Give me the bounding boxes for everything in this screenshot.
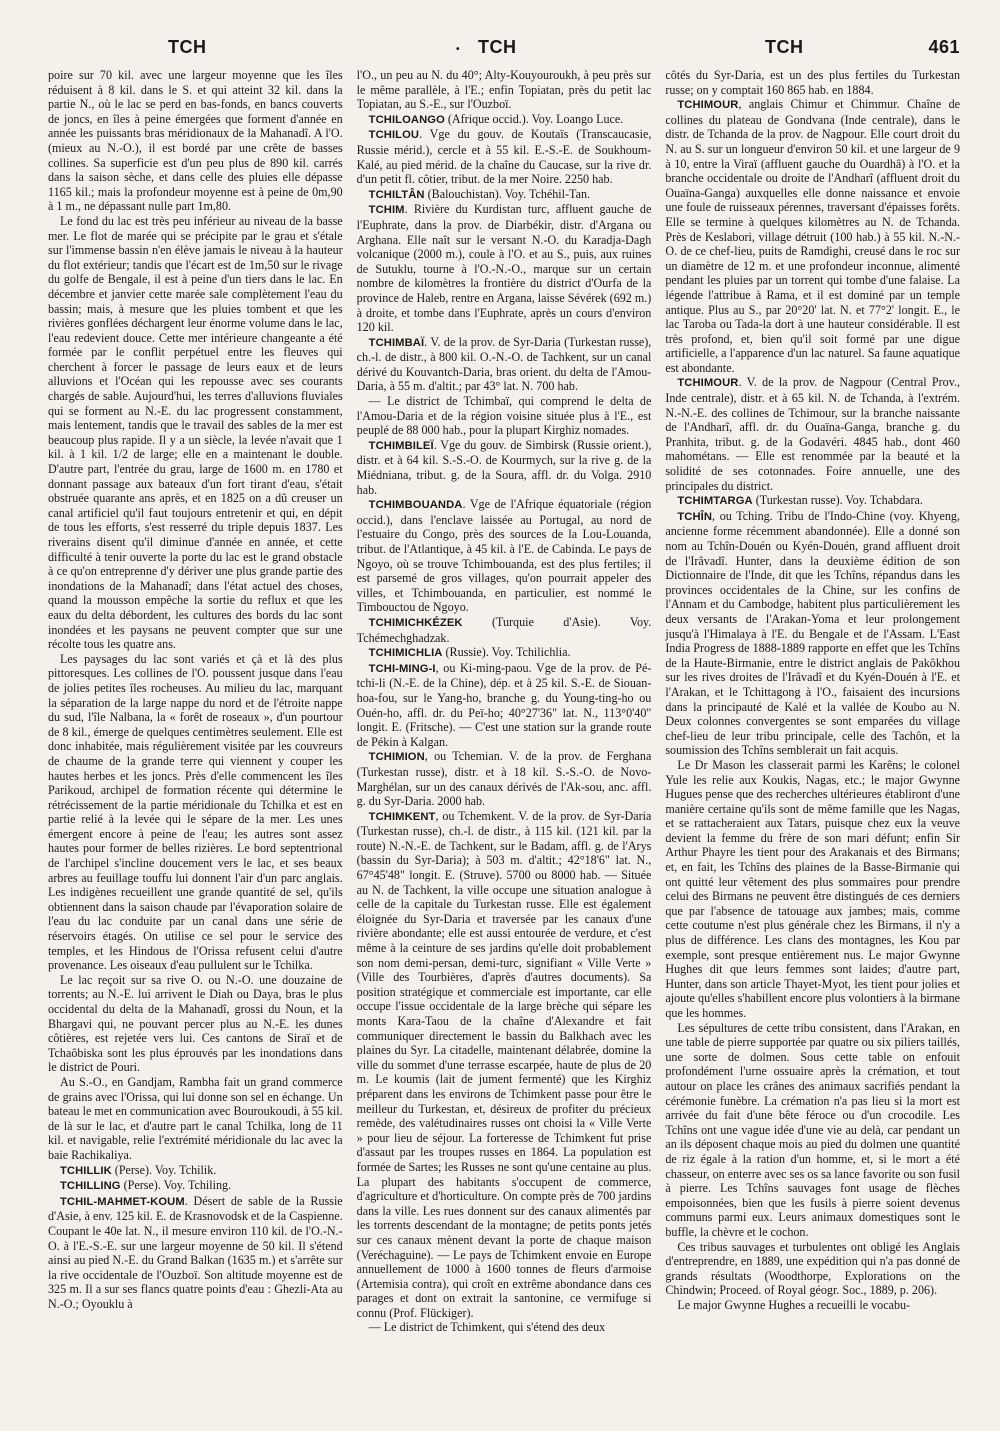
header-left: TCH	[168, 36, 207, 57]
dictionary-entry	[48, 1178, 343, 1194]
entry-headword: TCHIMION	[368, 751, 425, 764]
paragraph: — Le district de Tchimkent, qui s'étend des deux	[368, 1320, 606, 1335]
column-left	[48, 68, 343, 1407]
entry-headword: TCHIMICHLIA	[368, 647, 443, 660]
paragraph: Les paysages du lac sont variés et çà et là des plus pittoresques. Les collines de l'O. poussent jusque dans l'eau de jolies petites îles rocheuses. Au milieu du lac, marquant la séparation de la large nappe du nord et de l'étroite nappe du sud, l'île Nalbana, la « forêt de roseaux », d'un pourtour de 8 kil., émerge de quelques centimètres seulement. Elle est donc inhabitée, mais régulièrement visitée par les couvreurs de chaume de la grande terre qui viennent y couper les hautes herbes et les joncs. Près d'elle commencent les îles Parikoud, archipel de formation récente qui détermine le rétrécissement de la partie méridionale du Tchilka et est en partie relié à la levée qui le sépare de la mer. Les unes émergent encore à peine de l'eau; les autres sont assez hautes pour former de belles rizières. Le bord septentrional de l'archipel s'incline doucement vers le lac, et ses beaux arbres au feuillage touffu lui donnent l'air d'un parc anglais. Les indigènes recueillent une grande quantité de sel, qu'ils obtiennent dans la saison chaude par l'évaporation solaire de l'eau du lac conduite par un canal dans une série de réservoirs étagés. On utilise ce sel pour le service des temples, et les Hindous de l'Orissa refusent celui d'autre provenance. Les oiseaux d'eau pullulent sur le Tchilka.	[48, 651, 343, 973]
dictionary-entry	[357, 661, 652, 750]
column-right	[665, 68, 960, 1407]
entry-headword: TCHIMTARGA	[677, 495, 753, 508]
entry-text: (Turquie d'Asie). Voy. Tchémechghadzak.	[356, 614, 652, 645]
entry-text: . V. de la prov. de Syr-Daria (Turkestan russe), ch.-l. de distr., à 800 kil. O.-N.-O. de Tachkent, sur un canal dérivé du Kouvantch-Daria, bras orient. du delta de l'Amou-Daria, à 55 m. d'altit.; par 43° lat. N. 700 hab.	[356, 334, 652, 394]
entry-text: , anglais Chimur et Chimmur. Chaîne de collines du plateau de Gondvana (Inde centrale), dans le distr. de Tchanda de la prov. de Nagpour. Elle court droit du N. au S. sur un longueur d'environ 50 kil. et une largeur de 9 à 10, entre la Viraï (affluent gauche du Ouardhâ) à l'O. et la branche occidentale ou droite de l'Andharî (affluent droit du Ouaïna-Ganga) auxquelles elle donne naissance et envoie une foule de ruisseaux pérennes, traversant d'épaisses forêts. Elle se termine à quelques kilomètres au N. de Tchanda. Près de Keslabori, village détruit (100 hab.) à 55 kil. N.-N.-O. de ce chef-lieu, puits de Ramdighi, creusé dans le roc sur un diamètre de 12 m. et une profondeur inconnue, alimenté pendant les pluies par un torrent qui tombe d'une falaise. La légende l'attribue à Rama, et il est dominé par un temple antique. Plus au S., par 20°20' lat. N. et 77°2' longit. E., le lac Taroba ou Tada-la dort à une hauteur considérable. Il est très profond, et, bien qu'il soit formé par une digue artificielle, a l'apparence d'un lac naturel. Sa faune aquatique est abondante.	[665, 97, 961, 375]
paragraph: l'O., un peu au N. du 40°; Alty-Kouyouroukh, à peu près sur le même parallèle, à l'E.; enfin Topiatan, près du petit lac Topiatan, au S.-E., sur l'Ouzboï.	[356, 68, 652, 112]
entry-text: , ou Tchemian. V. de la prov. de Ferghana (Turkestan russe), distr. et à 18 kil. S.-S.-O. de Novo-Marghélan, sur un des canaux dérivés de l'Ak-sou, anc. affl. g. du Syr-Daria. 2000 hab.	[356, 749, 652, 809]
entry-text: . Rivière du Kurdistan turc, affluent gauche de l'Euphrate, dans la prov. de Diarbékir, distr. d'Argana ou Arghana. Elle naît sur le versant N.-O. du Karadja-Dagh volcanique (2000 m.), coule à l'O. et au S., puis, aux ruines de Sutuklu, tourne à l'O.-N.-O., marque sur un certain nombre de kilomètres la frontière du district d'Ourfa de la province de Haleb, rentre en Argana, laisse Sévérek (692 m.) à droite, et tombe dans l'Euphrate, après un cours d'environ 120 kil.	[356, 202, 652, 335]
paragraph: — Le district de Tchimbaï, qui comprend le delta de l'Amou-Daria et de la région voisine située plus à l'E., est peuplé de 88 000 hab., pour la plupart Kirghiz nomades.	[356, 394, 652, 438]
header-right: TCH	[765, 36, 804, 57]
entry-headword: TCHÎN	[677, 510, 713, 523]
dictionary-entry	[357, 335, 652, 394]
entry-headword: TCHIMBAÏ	[368, 336, 425, 349]
entry-text: (Perse). Voy. Tchilik.	[111, 1162, 217, 1177]
entry-text: , ou Tchemkent. V. de la prov. de Syr-Daria (Turkestan russe), ch.-l. de distr., à 115 kil. (121 kil. par la route) N.-N.-E. de Tachkent, sur le Badam, affl. g. de l'Arys (bassin du Syr-Daria); à 503 m. d'altit.; 42°18'6" lat. N., 67°45'48" longit. E. (Struve). 5700 ou 8000 hab. — Située au N. de Tachkent, la ville occupe une situation analogue à celle de la capitale du Turkestan russe. Elle est également éloignée du Syr-Daria et traversée par les canaux d'une rivière abondante; elle est aussi entourée de verdure, et c'est même à la ceinture de ses jardins qu'elle doit probablement son nom demi-persan, demi-turc, signifiant « Ville Verte » (Ville des Tourbières, d'après d'autres documents). Sa position stratégique et commerciale est importante, car elle occupe l'issue occidentale de la large brèche qui sépare les monts Kara-Taou de la chaîne d'Alexandre et fait communiquer directement le bassin du Balkhach avec les plaines du Syr. La citadelle, maintenant délabrée, domine la ville du sommet d'une terrasse escarpée, haute de plus de 20 m. Le koumis (lait de jument fermenté) que les Kirghiz préparent dans les environs de Tchimkent passe pour être le meilleur du Turkestan, et, désireux de profiter du précieux remède, des valétudinaires russes ont choisi la « Ville Verte » pour lieu de séjour. La forteresse de Tchimkent fut prise d'assaut par les troupes russes en 1864. La population est formée de Sartes; les Russes ne sont qu'une centaine au plus. La plupart des habitants s'occupent de commerce, d'agriculture et d'horticulture. On compte près de 700 jardins dans la ville. Les rues donnent sur des canaux alimentés par les torrents descendant de la montagne; de petits ponts jetés sur ces canaux mènent devant la porte de chaque maison (Veréchaguine). — Le pays de Tchimkent envoie en Europe annuellement de 1000 à 1600 tonnes de fleurs d'armoise (Artemisia contra), qui croît en extrême abondance dans ces parages et dont on extrait la santonine, ce vermifuge si connu (Prof. Flückiger).	[356, 808, 652, 1320]
entry-headword: TCHI-MING-I	[368, 662, 436, 675]
entry-text: (Balouchistan). Voy. Tchéhil-Tan.	[424, 186, 591, 201]
entry-headword: TCHILOANGO	[368, 113, 445, 126]
entry-headword: TCHIMOUR	[677, 377, 739, 390]
entry-text: , ou Tching. Tribu de l'Indo-Chine (voy. Khyeng, ancienne forme récemment abandonnée). Elle a donné son nom au Tchîn-Douén ou Kyén-Douén, grand affluent droit de l'Irâvadî. Hunter, dans la deuxième édition de son Dictionnaire de l'Inde, dit que les Tchîns, répandus dans les provinces occidentales de la Chine, sur les confins de l'Annam et du Cambodge, habitent plus particulièrement les deux versants de l'Arakan-Yoma et leur prolongement jusqu'à l'Himalaya à l'E. du Bengale et de l'Assam. L'East India Progress de 1888-1889 rapporte en effet que les Tchîns de la Haute-Birmanie, entre le district anglais de Pakôkhou sur les rives droites de l'Irâvadî et du Kyén-Douén à l'E. et l'Arakan, et le Tchittagong à l'O., faisaient des incursions dans la principauté de Kalé et la vallée de Koubo au N. Deux colonnes convergentes se sont emparées du village chef-lieu de leur tribu principale, celle des Tachôn, et la soumission des Tchîns semblerait un fait acquis.	[665, 508, 961, 758]
entry-text: . Désert de sable de la Russie d'Asie, à env. 125 kil. E. de Krasnovodsk et de la Caspienne. Coupant le 40e lat. N., il mesure environ 110 kil. de l'O.-N.-O. à l'E.-S.-E. sur une largeur moyenne de 50 kil. Il s'étend ainsi au pied N.-E. du Grand Balkan (1635 m.) et s'arrête sur la rive occidentale de l'Ouzboï. Son altitude moyenne est de 325 m. Il a sur ses flancs quatre points d'eau : Ghezli-Ata au N.-O.; Oyouklu à	[48, 1193, 343, 1311]
dictionary-entry	[357, 187, 652, 203]
page-number: 461	[928, 36, 960, 57]
entry-headword: TCHILLING	[60, 1180, 121, 1193]
running-header	[48, 30, 960, 64]
dictionary-entry	[357, 497, 652, 615]
header-center: TCH	[478, 36, 517, 57]
entry-text: (Afrique occid.). Voy. Loango Luce.	[444, 111, 624, 126]
entry-headword: TCHIMICHKÉZEK	[368, 616, 463, 629]
paragraph: Le fond du lac est très peu inférieur au niveau de la basse mer. Le flot de marée qui se précipite par le grau et s'étale sur l'immense bassin n'en élève jamais le niveau à la hauteur du flot extérieur; tandis que l'écart est de 1m,50 sur le rivage du golfe de Bengale, il est à peine d'un tiers dans le lac. En décembre et janvier cette marée sale complètement l'eau du bassin; mais, à mesure que les pluies tombent et que les rivières gonflées déchargent leur énorme volume dans le lac, l'eau redevient douce. Cette mer intérieure changeante a été formée par le conflit perpétuel entre les fleuves qui cherchent à forcer le passage de leurs eaux et de leurs alluvions et l'Océan qui les repousse avec ses courants chargés de sable. Aujourd'hui, les terres d'alluvions fluviales qui se forment au N.-E. du lac progressent constamment, mais lentement, tandis que le travail des sables de la mer est beaucoup plus rapide. Il y a un siècle, la levée n'avait que 1 kil. à 1 kil. 1/2 de large; elle en a maintenant le double. D'autre part, l'entrée du grau, large de 1600 m. en 1780 et donnant passage aux bateaux d'un fort tirant d'eau, s'était obstruée quarante ans après, et en 1825 on a dû creuser un canal artificiel qu'il faut toujours entretenir et qui, en dépit de tous les efforts, s'est resserré du triple depuis 1837. Les riverains disent qu'il diminue d'année en année, et cette difficulté à tenir ouverte la porte du lac est le grand obstacle à ce qu'on entreprenne d'y dériver une plus grande partie des inondations de la Mahanadî; dans l'état actuel des choses, quand la mousson empêche la sortie du reflux et que les eaux du delta débordent, les cultures des bords du lac sont inondées et les paysans ne peuvent compter que sur une récolte tous les quatre ans.	[48, 213, 343, 652]
dictionary-entry	[665, 493, 960, 509]
header-dot: •	[456, 44, 461, 55]
entry-headword: TCHILTÂN	[368, 188, 425, 201]
paragraph: Ces tribus sauvages et turbulentes ont obligé les Anglais d'entreprendre, en 1889, une expédition qui n'a pas donné de grands résultats (Woodthorpe, Explorations on the Chindwin; Proceed. of Royal géogr. Soc., 1889, p. 206).	[665, 1239, 961, 1298]
dictionary-entry	[357, 645, 652, 661]
dictionary-entry	[357, 112, 652, 128]
paragraph: poire sur 70 kil. avec une largeur moyenne que les îles réduisent à 8 kil. dans le S. et qui atteint 32 kil. dans la partie N., où le lac se perd en bas-fonds, en bancs couverts de joncs, en îles à peine émergées que forment d'année en année les puissants bras méridionaux de la Mahanadî. A l'O. (mieux au N.-O.), il est bordé par une crête de basses collines. Sa superficie est d'un peu plus de 890 kil. carrés dans la saison sèche, et dans celle des pluies elle dépasse 1165 kil.; mais la profondeur moyenne est à peine de 0m,90 à 1 m., ne dépassant nulle part 1m,80.	[48, 68, 343, 214]
entry-text: (Turkestan russe). Voy. Tchabdara.	[752, 493, 923, 508]
entry-text: . Vge du gouv. de Koutaïs (Transcaucasie, Russie mérid.), cercle et à 55 kil. E.-S.-E. de Soukhoum-Kalé, au pied mérid. de la chaîne du Caucase, sur la rive dr. d'un petit fl. côtier, tribut. de la mer Noire. 2250 hab.	[356, 127, 652, 187]
column-middle	[357, 68, 652, 1407]
entry-headword: TCHILOU	[368, 129, 420, 142]
entry-text: , ou Ki-ming-paou. Vge de la prov. de Pé-tchi-li (N.-E. de la Chine), dép. et à 25 kil. S.-E. de Siouan-hoa-fou, sur le Yang-ho, branche g. du Young-ting-ho ou Ouén-ho, affl. dr. du Peï-ho; 40°27'36" lat. N., 113°0'40" longit. E. (Fritsche). — C'est une station sur la grande route de Pékin à Kalgan.	[356, 660, 652, 749]
entry-text: (Russie). Voy. Tchilichlia.	[442, 645, 571, 660]
dictionary-entry	[48, 1163, 343, 1179]
entry-headword: TCHIMOUR	[677, 99, 739, 112]
dictionary-entry	[357, 127, 652, 186]
dictionary-entry	[357, 749, 652, 808]
paragraph: Au S.-O., en Gandjam, Rambha fait un grand commerce de grains avec l'Orissa, qui lui donne son sel en échange. Un bateau le met en communication avec Bouroukoudi, à 55 kil. de là sur le lac, et d'autre part le canal Tchilka, long de 11 kil. et navigable, relie l'extrémité méridionale du lac avec la baie Rachikaliya.	[48, 1074, 343, 1162]
entry-headword: TCHIMKENT	[368, 810, 436, 823]
dictionary-entry	[357, 615, 652, 645]
paragraph: Le Dr Mason les classerait parmi les Karêns; le colonel Yule les relie aux Koukis, Nagas, etc.; le major Gwynne Hugues pense que des recherches ultérieures établiront d'une manière certaine qu'ils sont de même famille que les Nagas, et se rattacheraient aux Tatars, puisque chez eux la veuve devient la femme du frère de son mari défunt; enfin Sir Arthur Phayre les tient pour des Arakanais et des Birmans; et, en fait, les Tchîns des plaines de la Basse-Birmanie qui ont quitté leur vêtement des plus sommaires pour prendre celui des Birmans ne peuvent être distingués de ces derniers que par l'absence de tatouage aux jambes; mais, comme cette coutume n'est plus générale chez les Birmans, il n'y a plus de différence. Les clans des montagnes, les Kou par exemple, sont presque entièrement nus. Le major Gwynne Hughes dit que leurs femmes sont laides; d'autre part, Hunter, dans son article Thayet-Myot, les tient pour jolies et ajoute qu'elles s'habillent encore plus volontiers à la birmane que les hommes.	[665, 757, 961, 1020]
dictionary-entry	[48, 1194, 343, 1312]
dictionary-entry	[665, 375, 960, 493]
entry-headword: TCHIMBILEÏ	[368, 439, 434, 452]
dictionary-entry	[665, 509, 960, 758]
paragraph: Les sépultures de cette tribu consistent, dans l'Arakan, en une table de pierre supportée par quatre ou six piliers taillés, une sorte de dolmen. Sous cette table on enfouit profondément l'urne ossuaire après la crémation, et tout autour on place les crânes des animaux sacrifiés pendant la cérémonie funèbre. La crémation n'a pas lieu si la mort est arrivée du fait d'une bête féroce ou d'un crocodile. Les Tchîns ont une vague idée d'une vie au delà, car pendant un an ils déposent chaque mois au pied du dolmen une quantité de riz égale à la ration d'un homme, et, si le mort a été chasseur, on enterre avec ses os sa lance favorite ou son fusil à pierre. Les Tchîns sauvages font usage de flèches empoisonnées, bien que les fusils à pierre soient devenus communs parmi eux. Leurs animaux domestiques sont le buffle, la chèvre et le cochon.	[665, 1020, 961, 1239]
dictionary-entry	[665, 97, 960, 375]
entry-text: . V. de la prov. de Nagpour (Central Prov., Inde centrale), distr. et à 65 kil. N. de Tchanda, à l'extrém. N.-N.-E. des collines de Tchimour, sur la branche naissante de l'Andharî, affl. dr. du Ouaïna-Ganga, branche g. du Pranhita, tribut. g. de la Godavéri. 4845 hab., dont 460 mahométans. — Elle est renommée par la beauté et la solidité de ses cotonnades. Foire annuelle, une des principales du district.	[665, 375, 961, 493]
paragraph: Le major Gwynne Hughes a recueilli le vocabu-	[677, 1297, 911, 1312]
entry-headword: TCHIMBOUANDA	[368, 499, 463, 512]
entry-text: (Perse). Voy. Tchiling.	[120, 1178, 232, 1193]
entry-headword: TCHIM	[368, 204, 405, 217]
dictionary-entry	[357, 202, 652, 334]
dictionary-entry	[357, 809, 652, 1321]
paragraph: Le lac reçoit sur sa rive O. ou N.-O. une douzaine de torrents; au N.-E. lui arrivent le Diah ou Daya, bras le plus occidental du delta de la Mahanadî, grossi du Noun, et la Bhargavi qui, ne pouvant percer plus au N.-E. les dunes côtières, est rejetée vers lui. Ces cantons de Siraï et de Tchaôbiska sont les plus éprouvés par les inondations dans le district de Pouri.	[48, 972, 343, 1075]
entry-text: . Vge du gouv. de Simbirsk (Russie orient.), distr. et à 64 kil. S.-S.-O. de Kourmych, sur la rive g. de la Miédniana, tribut. g. de la Soura, affl. dr. du Volga. 2910 hab.	[356, 437, 652, 497]
paragraph: côtés du Syr-Daria, est un des plus fertiles du Turkestan russe; on y comptait 160 865 hab. en 1884.	[665, 68, 961, 97]
dictionary-entry	[357, 438, 652, 497]
entry-text: . Vge de l'Afrique équatoriale (région occid.), dans l'enclave laissée au Portugal, au nord de l'estuaire du Congo, près des sources de la Lou-Louanda, tribut. de l'Atlantique, à 45 kil. à l'E. de Cabinda. Le pays de Ngoyo, où se trouve Tchimbouanda, est des plus fertiles; il est parsemé de gros villages, qu'on pourrait appeler des villes, et Tchimbouanda, en particulier, est nommé le Timbouctou de Ngoyo.	[356, 497, 652, 615]
entry-headword: TCHIL-MAHMET-KOUM	[60, 1195, 185, 1208]
entry-headword: TCHILLIK	[60, 1164, 112, 1177]
text-columns	[48, 68, 960, 1407]
